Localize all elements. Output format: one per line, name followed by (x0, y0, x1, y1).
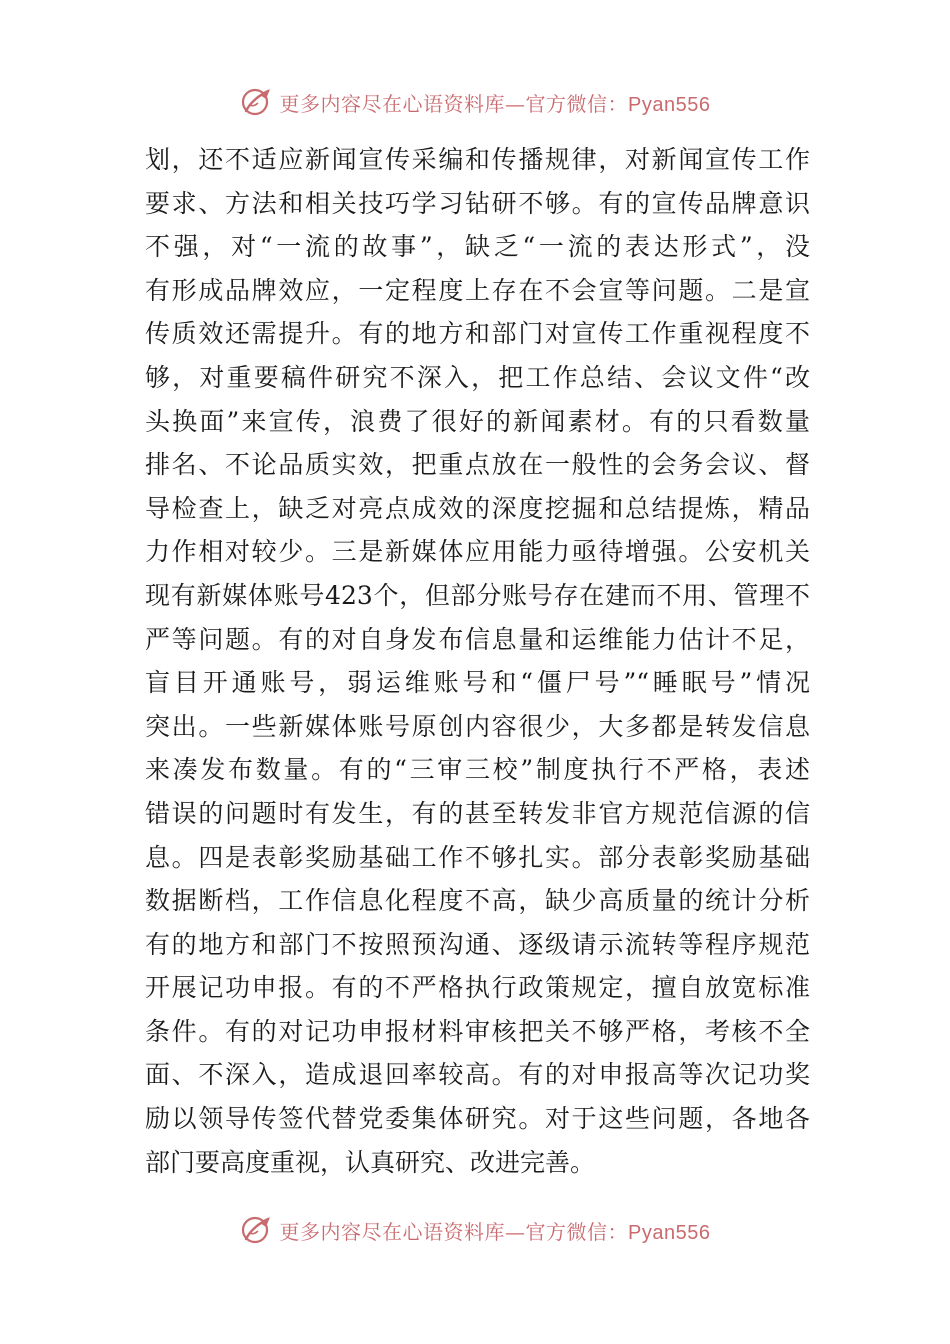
pen-logo-icon (240, 85, 274, 119)
text-line: 严等问题。有的对自身发布信息量和运维能力估计不足， (145, 624, 810, 654)
text-line: 数据断档，工作信息化程度不高，缺少高质量的统计分析 (145, 886, 810, 916)
banner-title: 更多内容尽在心语资料库—官方微信： (279, 1219, 629, 1244)
footer-banner (0, 1210, 950, 1250)
text-line: 够，对重要稿件研究不深入，把工作总结、会议文件“改 (145, 362, 810, 392)
text-line: 要求、方法和相关技巧学习钻研不够。有的宣传品牌意识 (145, 188, 810, 218)
text-line: 息。四是表彰奖励基础工作不够扎实。部分表彰奖励基础 (145, 842, 810, 872)
header-banner (0, 82, 950, 122)
text-line: 部门要高度重视，认真研究、改进完善。 (145, 1147, 596, 1177)
text-line: 不强，对“一流的故事”，缺乏“一流的表达形式”，没 (145, 232, 810, 262)
text-line: 突出。一些新媒体账号原创内容很少，大多都是转发信息 (145, 711, 810, 741)
pen-logo-icon (240, 1213, 274, 1247)
text-line: 排名、不论品质实效，把重点放在一般性的会务会议、督 (145, 450, 810, 480)
text-line: 有形成品牌效应，一定程度上存在不会宣等问题。二是宣 (145, 275, 810, 305)
banner-title: 更多内容尽在心语资料库—官方微信： (279, 91, 629, 116)
text-line: 励以领导传签代替党委集体研究。对于这些问题，各地各 (145, 1104, 810, 1134)
text-line: 导检查上，缺乏对亮点成效的深度挖掘和总结提炼，精品 (145, 493, 810, 523)
text-line: 头换面”来宣传，浪费了很好的新闻素材。有的只看数量 (145, 406, 810, 436)
text-line: 传质效还需提升。有的地方和部门对宣传工作重视程度不 (145, 319, 810, 349)
text-line: 来凑发布数量。有的“三审三校”制度执行不严格，表述 (145, 755, 810, 785)
wechat-id: Pyan556 (628, 93, 711, 116)
banner-text (280, 1216, 711, 1245)
text-line: 有的地方和部门不按照预沟通、逐级请示流转等程序规范 (145, 929, 810, 959)
text-line: 盲目开通账号，弱运维账号和“僵尸号”“睡眠号”情况 (145, 668, 810, 698)
text-line: 开展记功申报。有的不严格执行政策规定，擅自放宽标准 (145, 973, 810, 1003)
document-body (145, 138, 810, 1184)
text-line: 条件。有的对记功申报材料审核把关不够严格，考核不全 (145, 1016, 810, 1046)
wechat-id: Pyan556 (628, 1221, 711, 1244)
text-line: 面、不深入，造成退回率较高。有的对申报高等次记功奖 (145, 1060, 810, 1090)
text-line: 力作相对较少。三是新媒体应用能力亟待增强。公安机关 (145, 537, 810, 567)
text-line: 划，还不适应新闻宣传采编和传播规律，对新闻宣传工作 (145, 145, 810, 174)
banner-text (280, 88, 711, 117)
text-line: 错误的问题时有发生，有的甚至转发非官方规范信源的信 (145, 798, 810, 828)
text-line: 现有新媒体账号423个，但部分账号存在建而不用、管理不 (145, 580, 810, 610)
